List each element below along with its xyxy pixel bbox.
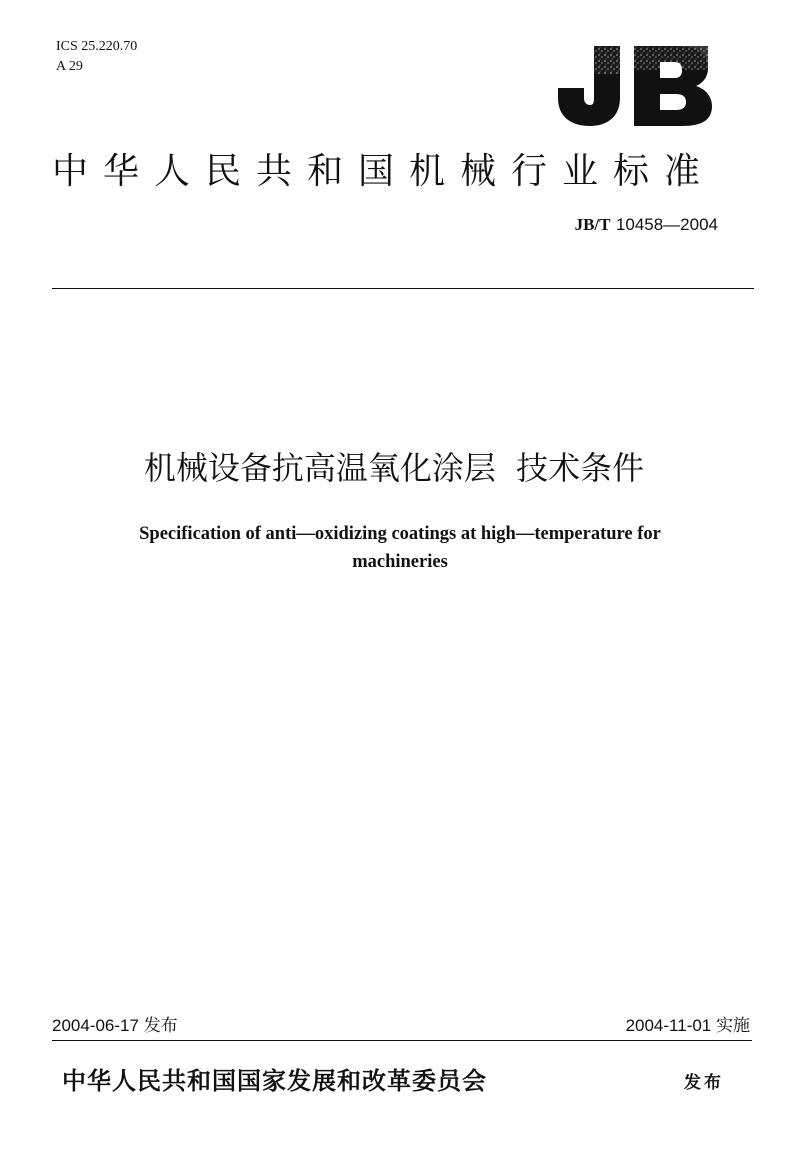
header-divider: [52, 288, 754, 289]
standard-number: [575, 214, 718, 236]
standard-number-value: 10458—2004: [615, 215, 718, 234]
document-title-english: Specification of anti—oxidizing coatings at high—temperature for machineries: [139, 524, 661, 572]
footer-divider: [52, 1040, 752, 1041]
implementation-date-value: 2004-11-01: [625, 1016, 712, 1035]
implementation-date-label: 实施: [716, 1016, 750, 1036]
issue-date: [52, 1015, 178, 1037]
issue-date-value: 2004-06-17: [52, 1016, 139, 1035]
issuing-authority: 中华人民共和国国家发展和改革委员会: [62, 1067, 487, 1095]
standard-number-prefix: JB/T: [574, 215, 611, 234]
issue-date-label: 发布: [143, 1016, 178, 1036]
jb-logo: [556, 42, 716, 128]
implementation-date: [626, 1015, 750, 1037]
ccs-code: A 29: [56, 59, 83, 74]
standard-type-title: 中华人民共和国机械行业标准: [52, 151, 716, 192]
ics-code: ICS 25.220.70: [56, 39, 138, 54]
document-title-chinese: 机械设备抗高温氧化涂层 技术条件: [143, 449, 645, 487]
issuing-authority-label: 发布: [684, 1073, 724, 1093]
